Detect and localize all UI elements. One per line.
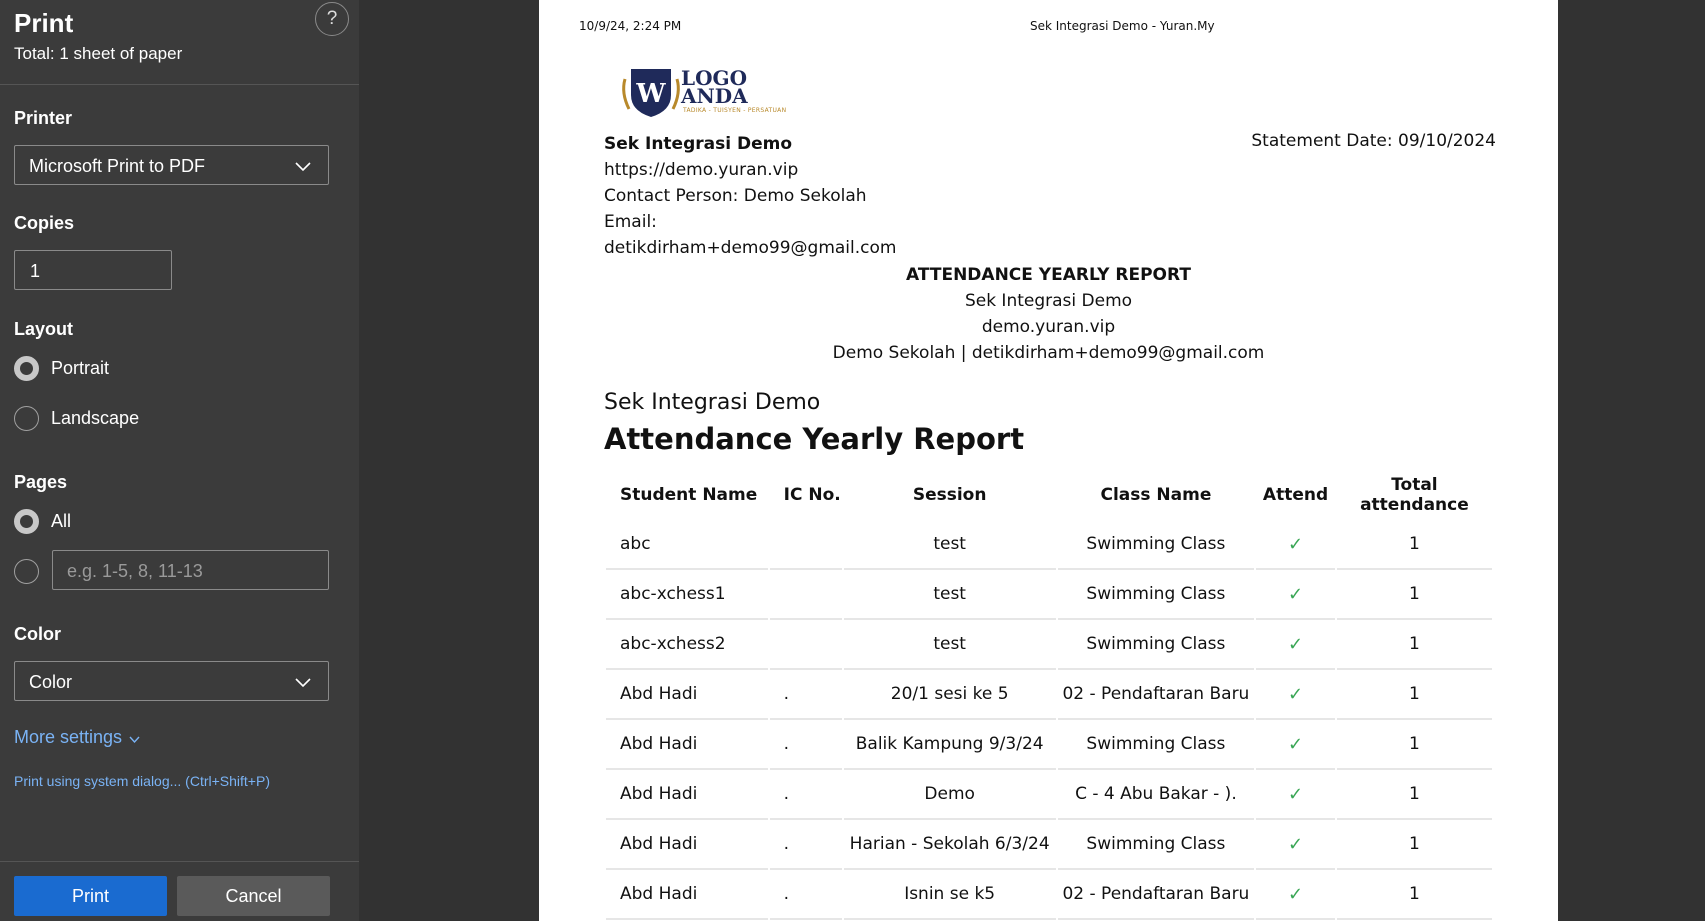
color-label: Color <box>14 624 61 644</box>
cell-ic-no: . <box>770 870 842 920</box>
check-icon: ✓ <box>1287 883 1304 905</box>
more-settings-label: More settings <box>14 727 123 747</box>
check-icon: ✓ <box>1287 733 1304 755</box>
cell-session: test <box>844 620 1056 670</box>
sheet-total: Total: 1 sheet of paper <box>14 44 183 63</box>
check-icon: ✓ <box>1287 833 1304 855</box>
cell-student-name: Abd Hadi <box>606 870 768 920</box>
chevron-down-icon <box>294 157 312 175</box>
cell-student-name: Abd Hadi <box>606 820 768 870</box>
preview-page <box>539 0 1558 921</box>
cell-student-name: Abd Hadi <box>606 720 768 770</box>
page-header-date: 10/9/24, 2:24 PM <box>579 19 682 33</box>
table-row <box>606 670 1492 720</box>
check-icon: ✓ <box>1287 633 1304 655</box>
cell-class-name: C - 4 Abu Bakar - ). <box>1058 770 1255 820</box>
cell-student-name: abc <box>606 520 768 570</box>
org-email: detikdirham+demo99@gmail.com <box>604 238 897 258</box>
cell-attend <box>1256 870 1335 920</box>
pages-custom-radio[interactable] <box>14 559 39 584</box>
table-row <box>606 820 1492 870</box>
organization-info <box>604 131 896 261</box>
col-header-class-name: Class Name <box>1100 485 1212 505</box>
cell-ic-no <box>770 620 842 670</box>
check-icon: ✓ <box>1287 683 1304 705</box>
help-icon: ? <box>326 8 338 29</box>
pages-placeholder: e.g. 1-5, 8, 11-13 <box>67 561 203 581</box>
cell-ic-no <box>770 520 842 570</box>
report-title: Attendance Yearly Report <box>604 422 1025 456</box>
cell-session: Balik Kampung 9/3/24 <box>844 720 1056 770</box>
cancel-button[interactable]: Cancel <box>177 876 330 916</box>
copies-value: 1 <box>30 261 41 281</box>
col-header-total-attendance: Total attendance <box>1360 475 1469 515</box>
table-row <box>606 720 1492 770</box>
cell-session: 20/1 sesi ke 5 <box>844 670 1056 720</box>
cell-ic-no <box>770 570 842 620</box>
report-heading: ATTENDANCE YEARLY REPORT <box>906 265 1191 285</box>
cell-attend <box>1256 520 1335 570</box>
cell-attend <box>1256 820 1335 870</box>
landscape-label: Landscape <box>51 407 140 428</box>
more-settings-link[interactable] <box>14 727 141 748</box>
org-email-label: Email: <box>604 212 657 232</box>
attendance-table <box>604 470 1494 920</box>
cell-ic-no: . <box>770 670 842 720</box>
pages-custom-option[interactable] <box>14 557 39 585</box>
pages-label: Pages <box>14 472 68 492</box>
col-header-student-name: Student Name <box>620 485 758 505</box>
table-row <box>606 770 1492 820</box>
cell-class-name: 02 - Pendaftaran Baru <box>1058 670 1255 720</box>
panel-title: Print <box>14 8 74 38</box>
cell-total-attendance: 1 <box>1337 520 1492 570</box>
print-preview-area <box>359 0 1705 921</box>
org-name: Sek Integrasi Demo <box>604 134 793 154</box>
org-url: https://demo.yuran.vip <box>604 160 799 180</box>
cell-ic-no: . <box>770 820 842 870</box>
cell-class-name: 02 - Pendaftaran Baru <box>1058 870 1255 920</box>
logo-tagline: TADIKA - TUISYEN - PERSATUAN <box>683 107 787 114</box>
cell-attend <box>1256 620 1335 670</box>
cell-session: test <box>844 570 1056 620</box>
printer-label: Printer <box>14 108 73 128</box>
table-row <box>606 870 1492 920</box>
printer-value: Microsoft Print to PDF <box>29 156 206 176</box>
printer-select[interactable] <box>14 145 329 185</box>
report-subtitle: Sek Integrasi Demo <box>604 390 821 415</box>
center-org-name: Sek Integrasi Demo <box>964 291 1133 311</box>
copies-input[interactable] <box>14 250 172 290</box>
print-button[interactable]: Print <box>14 876 167 916</box>
pages-all-label: All <box>51 510 72 531</box>
table-row <box>606 620 1492 670</box>
col-header-ic-no: IC No. <box>783 485 841 505</box>
cell-attend <box>1256 770 1335 820</box>
cell-total-attendance: 1 <box>1337 720 1492 770</box>
cell-session: test <box>844 520 1056 570</box>
panel-header <box>0 0 359 85</box>
landscape-radio[interactable] <box>14 406 39 431</box>
cell-class-name: Swimming Class <box>1058 520 1255 570</box>
cell-total-attendance: 1 <box>1337 870 1492 920</box>
cell-total-attendance: 1 <box>1337 670 1492 720</box>
cell-student-name: Abd Hadi <box>606 770 768 820</box>
layout-portrait-option[interactable] <box>14 354 109 382</box>
chevron-down-icon <box>294 673 312 691</box>
cell-session: Demo <box>844 770 1056 820</box>
report-header-block <box>539 262 1558 366</box>
table-row <box>606 520 1492 570</box>
cell-ic-no: . <box>770 720 842 770</box>
cell-session: Harian - Sekolah 6/3/24 <box>844 820 1056 870</box>
check-icon: ✓ <box>1287 533 1304 555</box>
cell-session: Isnin se k5 <box>844 870 1056 920</box>
pages-all-option[interactable] <box>14 507 71 535</box>
cell-total-attendance: 1 <box>1337 770 1492 820</box>
chevron-down-icon <box>128 733 141 746</box>
page-header-title: Sek Integrasi Demo - Yuran.My <box>1030 19 1215 33</box>
print-settings-panel <box>0 0 359 921</box>
cell-class-name: Swimming Class <box>1058 720 1255 770</box>
cell-class-name: Swimming Class <box>1058 620 1255 670</box>
center-contact: Demo Sekolah | detikdirham+demo99@gmail.com <box>832 343 1265 363</box>
cell-total-attendance: 1 <box>1337 820 1492 870</box>
logo-text-line2: ANDA <box>681 84 748 108</box>
org-contact: Contact Person: Demo Sekolah <box>604 186 867 206</box>
col-header-attend: Attend <box>1262 485 1329 505</box>
logo-text-line1: LOGO <box>681 66 747 90</box>
cell-attend <box>1256 720 1335 770</box>
cell-total-attendance: 1 <box>1337 570 1492 620</box>
portrait-radio[interactable] <box>14 356 39 381</box>
cell-student-name: Abd Hadi <box>606 670 768 720</box>
system-dialog-link[interactable]: Print using system dialog... (Ctrl+Shift+P) <box>14 773 270 789</box>
cell-student-name: abc-xchess2 <box>606 620 768 670</box>
table-row <box>606 570 1492 620</box>
center-domain: demo.yuran.vip <box>981 317 1116 337</box>
help-button[interactable] <box>315 2 349 36</box>
layout-label: Layout <box>14 319 74 339</box>
portrait-label: Portrait <box>51 357 110 378</box>
logo-letter: W <box>636 79 666 109</box>
attendance-table-body <box>606 520 1492 920</box>
pages-range-input[interactable] <box>52 550 329 590</box>
check-icon: ✓ <box>1287 583 1304 605</box>
cell-ic-no: . <box>770 770 842 820</box>
color-select[interactable] <box>14 661 329 701</box>
cell-class-name: Swimming Class <box>1058 570 1255 620</box>
check-icon: ✓ <box>1287 783 1304 805</box>
pages-all-radio[interactable] <box>14 509 39 534</box>
cell-class-name: Swimming Class <box>1058 820 1255 870</box>
layout-landscape-option[interactable] <box>14 404 139 432</box>
cell-total-attendance: 1 <box>1337 620 1492 670</box>
color-value: Color <box>29 672 73 692</box>
cell-attend <box>1256 570 1335 620</box>
table-header-row <box>606 470 1492 520</box>
cell-attend <box>1256 670 1335 720</box>
copies-label: Copies <box>14 213 75 233</box>
col-header-session: Session <box>912 485 987 505</box>
cell-student-name: abc-xchess1 <box>606 570 768 620</box>
statement-date: Statement Date: 09/10/2024 <box>1251 131 1496 151</box>
